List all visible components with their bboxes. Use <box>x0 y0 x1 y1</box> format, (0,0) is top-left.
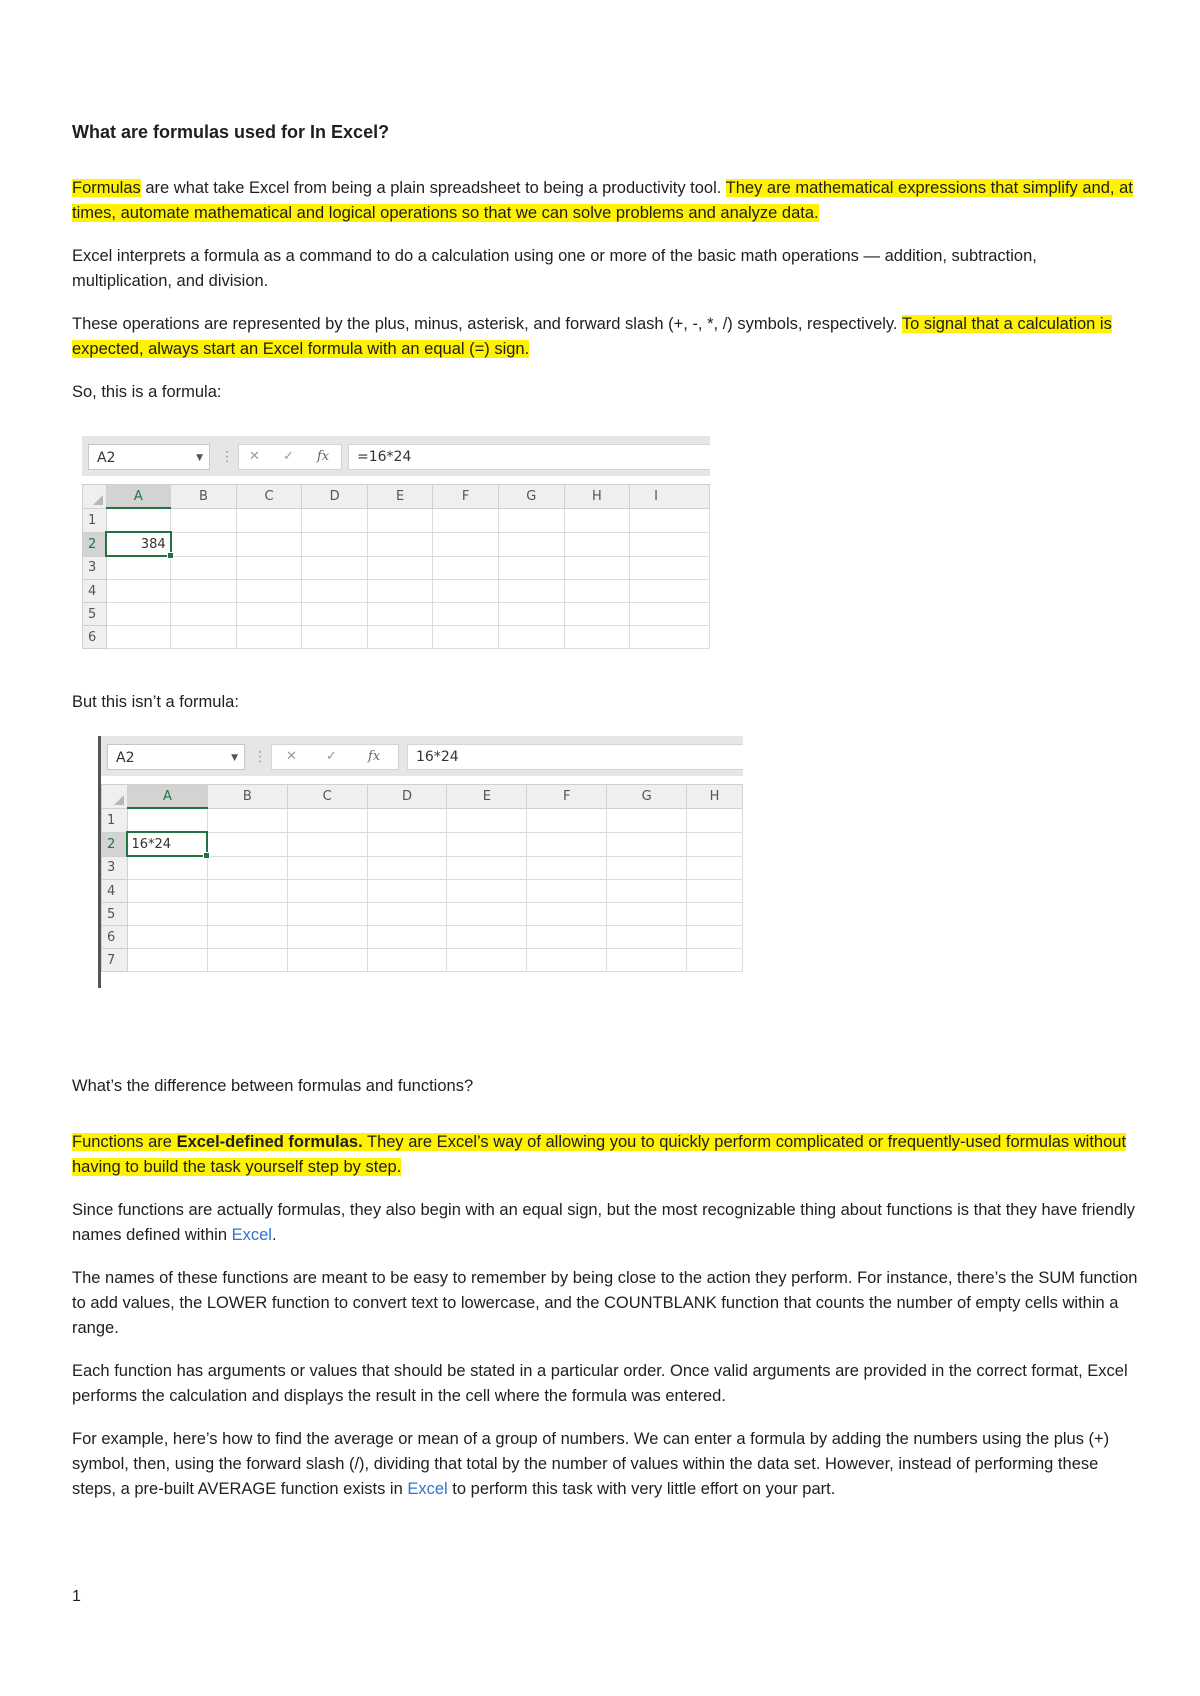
cell[interactable] <box>207 880 287 903</box>
cell-a2-selected[interactable]: 384 <box>106 532 171 556</box>
cell[interactable] <box>367 508 433 532</box>
cell[interactable] <box>607 949 687 972</box>
cell[interactable] <box>630 626 710 649</box>
cell[interactable] <box>127 903 207 926</box>
cell[interactable] <box>171 580 237 603</box>
cell[interactable] <box>106 603 171 626</box>
check-icon[interactable]: ✓ <box>283 449 294 464</box>
cancel-icon[interactable]: ✕ <box>286 749 297 764</box>
cell[interactable] <box>607 856 687 880</box>
more-icon: ⋮ <box>220 449 234 465</box>
cell[interactable] <box>287 949 367 972</box>
cell[interactable] <box>106 556 171 580</box>
cell[interactable] <box>498 556 564 580</box>
excel-link[interactable]: Excel <box>407 1480 448 1498</box>
cancel-icon[interactable]: ✕ <box>249 449 260 464</box>
cell[interactable] <box>527 856 607 880</box>
cell[interactable] <box>367 580 433 603</box>
page-number: 1 <box>72 1588 81 1605</box>
cell[interactable] <box>433 580 499 603</box>
worksheet-grid <box>82 484 710 649</box>
name-box[interactable] <box>88 444 210 470</box>
cell[interactable] <box>630 580 710 603</box>
cell[interactable] <box>433 556 499 580</box>
text-span: Since functions are actually formulas, they also begin with an equal sign, but the most recognizable thing about functions is that they have friendly names defined within <box>72 1201 1136 1244</box>
cell[interactable] <box>367 880 447 903</box>
cell[interactable] <box>302 556 368 580</box>
cell[interactable] <box>207 926 287 949</box>
cell[interactable] <box>433 626 499 649</box>
text-span: are what take Excel from being a plain spreadsheet to being a productivity tool. <box>140 179 726 197</box>
column-header[interactable]: E <box>367 485 433 509</box>
row-header[interactable]: 6 <box>83 626 107 649</box>
cell[interactable] <box>687 832 743 856</box>
row-header[interactable]: 4 <box>102 880 128 903</box>
row-header[interactable]: 1 <box>83 508 107 532</box>
row-header[interactable]: 3 <box>83 556 107 580</box>
cell[interactable] <box>687 856 743 880</box>
column-header[interactable]: F <box>527 785 607 809</box>
cell[interactable] <box>127 926 207 949</box>
cell[interactable] <box>447 832 527 856</box>
cell[interactable] <box>302 508 368 532</box>
formula-input[interactable]: =16*24 <box>348 444 710 470</box>
cell[interactable] <box>367 832 447 856</box>
row-header[interactable]: 5 <box>102 903 128 926</box>
cell[interactable] <box>236 580 302 603</box>
insert-function-icon[interactable]: fx <box>368 749 381 764</box>
cell[interactable] <box>498 580 564 603</box>
cell[interactable] <box>607 880 687 903</box>
paragraph-average-example <box>72 1427 1140 1502</box>
cell[interactable] <box>527 880 607 903</box>
cell[interactable] <box>564 508 630 532</box>
bold-text: Excel-defined formulas. <box>176 1133 363 1151</box>
cell[interactable] <box>171 603 237 626</box>
cell[interactable] <box>106 580 171 603</box>
cell[interactable] <box>447 808 527 832</box>
cell[interactable] <box>367 532 433 556</box>
cell[interactable] <box>687 949 743 972</box>
cell[interactable] <box>687 926 743 949</box>
row-header[interactable]: 7 <box>102 949 128 972</box>
cell[interactable] <box>127 856 207 880</box>
highlight-equal-sign: To signal that a calculation is expected, always start an Excel formula with an equal (=) sign. <box>72 315 1112 358</box>
check-icon[interactable]: ✓ <box>326 749 337 764</box>
cell[interactable] <box>564 556 630 580</box>
cell[interactable] <box>527 949 607 972</box>
cell[interactable] <box>367 603 433 626</box>
cell[interactable] <box>171 532 237 556</box>
cell[interactable] <box>207 903 287 926</box>
column-header[interactable]: G <box>607 785 687 809</box>
column-header[interactable]: C <box>287 785 367 809</box>
cell[interactable] <box>447 856 527 880</box>
cell[interactable] <box>498 626 564 649</box>
cell[interactable] <box>433 508 499 532</box>
text-span: These operations are represented by the plus, minus, asterisk, and forward slash (+, -, *, /) symbols, respectively. <box>72 315 902 333</box>
formula-buttons <box>271 744 399 770</box>
cell[interactable] <box>630 556 710 580</box>
paragraph-operations <box>72 312 1140 362</box>
cell[interactable] <box>106 626 171 649</box>
select-all-corner[interactable] <box>102 785 128 809</box>
paragraph-friendly-names <box>72 1198 1140 1248</box>
paragraph-arguments: Each function has arguments or values that should be stated in a particular order. Once valid arguments are provided in the correct format, Excel performs the calculation and displays the result in the cell where the formula was entered. <box>72 1362 1128 1405</box>
cell[interactable] <box>287 832 367 856</box>
chevron-down-icon[interactable]: ▼ <box>231 753 238 763</box>
column-header[interactable]: A <box>127 785 207 809</box>
paragraph-not-formula: But this isn’t a formula: <box>72 693 239 711</box>
column-header[interactable]: C <box>236 485 302 509</box>
column-header[interactable]: D <box>302 485 368 509</box>
paragraph-this-is-formula: So, this is a formula: <box>72 383 222 401</box>
cell[interactable] <box>607 926 687 949</box>
highlight-functions <box>72 1133 1126 1176</box>
row-header[interactable]: 4 <box>83 580 107 603</box>
cell[interactable] <box>433 532 499 556</box>
paragraph-functions-defined <box>72 1130 1140 1180</box>
cell[interactable] <box>527 926 607 949</box>
cell[interactable] <box>607 832 687 856</box>
name-box[interactable] <box>107 744 245 770</box>
cell[interactable] <box>367 856 447 880</box>
cell[interactable] <box>236 603 302 626</box>
cell[interactable] <box>447 949 527 972</box>
cell[interactable] <box>687 808 743 832</box>
more-icon: ⋮ <box>253 749 267 765</box>
cell[interactable] <box>127 949 207 972</box>
cell[interactable] <box>687 903 743 926</box>
cell[interactable] <box>367 926 447 949</box>
column-header[interactable]: G <box>498 485 564 509</box>
cell[interactable] <box>527 903 607 926</box>
worksheet-grid <box>101 784 743 972</box>
column-header[interactable]: A <box>106 485 171 509</box>
cell[interactable] <box>367 556 433 580</box>
row-header[interactable]: 1 <box>102 808 128 832</box>
cell[interactable] <box>171 626 237 649</box>
cell[interactable] <box>287 808 367 832</box>
cell[interactable] <box>287 903 367 926</box>
column-header[interactable]: B <box>171 485 237 509</box>
cell[interactable] <box>630 508 710 532</box>
column-header[interactable]: E <box>447 785 527 809</box>
cell[interactable] <box>171 508 237 532</box>
cell[interactable] <box>287 880 367 903</box>
text-span: Functions are <box>72 1133 177 1151</box>
formula-bar <box>101 736 743 776</box>
name-box-value: A2 <box>97 450 116 466</box>
paragraph-formulas-intro <box>72 176 1140 226</box>
cell[interactable] <box>171 556 237 580</box>
row-header[interactable]: 6 <box>102 926 128 949</box>
select-all-corner[interactable] <box>83 485 107 509</box>
cell[interactable] <box>106 508 171 532</box>
cell[interactable] <box>236 508 302 532</box>
cell[interactable] <box>687 880 743 903</box>
cell[interactable] <box>630 603 710 626</box>
name-box-value: A2 <box>116 750 135 766</box>
cell[interactable] <box>127 808 207 832</box>
row-header[interactable]: 5 <box>83 603 107 626</box>
paragraph-function-names: The names of these functions are meant to be easy to remember by being close to the action they perform. For instance, there’s the SUM function to add values, the LOWER function to convert text to lowercase, and the COUNTBLANK function that counts the number of empty cells within a range. <box>72 1269 1138 1337</box>
cell[interactable] <box>498 508 564 532</box>
cell[interactable] <box>287 856 367 880</box>
cell[interactable] <box>527 832 607 856</box>
formula-bar <box>82 436 710 476</box>
column-header[interactable]: H <box>687 785 743 809</box>
page-heading: What are formulas used for In Excel? <box>72 122 390 142</box>
cell[interactable] <box>433 603 499 626</box>
cell[interactable] <box>447 880 527 903</box>
text-span: They are Excel’s way of allowing you to quickly perform complicated or frequently-used formulas without having to build the task yourself step by step. <box>72 1133 1127 1176</box>
cell[interactable] <box>564 580 630 603</box>
cell[interactable] <box>207 808 287 832</box>
column-header[interactable]: F <box>433 485 499 509</box>
cell[interactable] <box>564 626 630 649</box>
cell[interactable] <box>287 926 367 949</box>
row-header[interactable]: 2 <box>83 532 107 556</box>
chevron-down-icon[interactable]: ▼ <box>196 453 203 463</box>
text-span: to perform this task with very little effort on your part. <box>447 1480 836 1498</box>
cell[interactable] <box>367 949 447 972</box>
cell[interactable] <box>127 880 207 903</box>
cell[interactable] <box>367 626 433 649</box>
row-header[interactable]: 2 <box>102 832 128 856</box>
row-header[interactable]: 3 <box>102 856 128 880</box>
column-header[interactable]: D <box>367 785 447 809</box>
cell[interactable] <box>527 808 607 832</box>
cell[interactable] <box>236 626 302 649</box>
cell[interactable] <box>302 626 368 649</box>
cell[interactable] <box>630 532 710 556</box>
formula-buttons <box>238 444 342 470</box>
cell[interactable] <box>302 580 368 603</box>
cell[interactable] <box>207 832 287 856</box>
formula-input[interactable]: 16*24 <box>407 744 743 770</box>
cell[interactable] <box>607 903 687 926</box>
cell[interactable] <box>367 903 447 926</box>
cell[interactable] <box>302 532 368 556</box>
cell[interactable] <box>564 532 630 556</box>
cell[interactable] <box>236 532 302 556</box>
cell[interactable] <box>236 556 302 580</box>
excel-screenshot-formula <box>82 436 710 668</box>
cell[interactable] <box>498 603 564 626</box>
cell[interactable] <box>207 856 287 880</box>
cell[interactable] <box>447 926 527 949</box>
text-span: . <box>271 1226 277 1244</box>
cell[interactable] <box>447 903 527 926</box>
column-header[interactable]: B <box>207 785 287 809</box>
excel-link[interactable]: Excel <box>231 1226 272 1244</box>
paragraph-subheading: What’s the difference between formulas and functions? <box>72 1077 474 1095</box>
cell[interactable] <box>302 603 368 626</box>
insert-function-icon[interactable]: fx <box>317 449 330 464</box>
cell[interactable] <box>607 808 687 832</box>
cell[interactable] <box>498 532 564 556</box>
cell[interactable] <box>207 949 287 972</box>
highlight-formulas: Formulas <box>72 179 141 197</box>
column-header[interactable]: I <box>630 485 710 509</box>
cell-a2-selected[interactable]: 16*24 <box>127 832 207 856</box>
text-span: For example, here’s how to find the average or mean of a group of numbers. We can enter a formula by adding the numbers using the plus (+) symbol, then, using the forward slash (/), dividing that total by the number of values within the data set. However, instead of performing these steps, a pre-built AVERAGE function exists in <box>72 1430 1110 1498</box>
column-header[interactable]: H <box>564 485 630 509</box>
paragraph-interprets: Excel interprets a formula as a command to do a calculation using one or more of the basic math operations — addition, subtraction, multiplication, and division. <box>72 247 1037 290</box>
highlight-expressions: They are mathematical expressions that simplify and, at times, automate mathematical and logical operations so that we can solve problems and analyze data. <box>72 179 1133 222</box>
cell[interactable] <box>564 603 630 626</box>
excel-screenshot-text <box>98 736 743 988</box>
cell[interactable] <box>367 808 447 832</box>
